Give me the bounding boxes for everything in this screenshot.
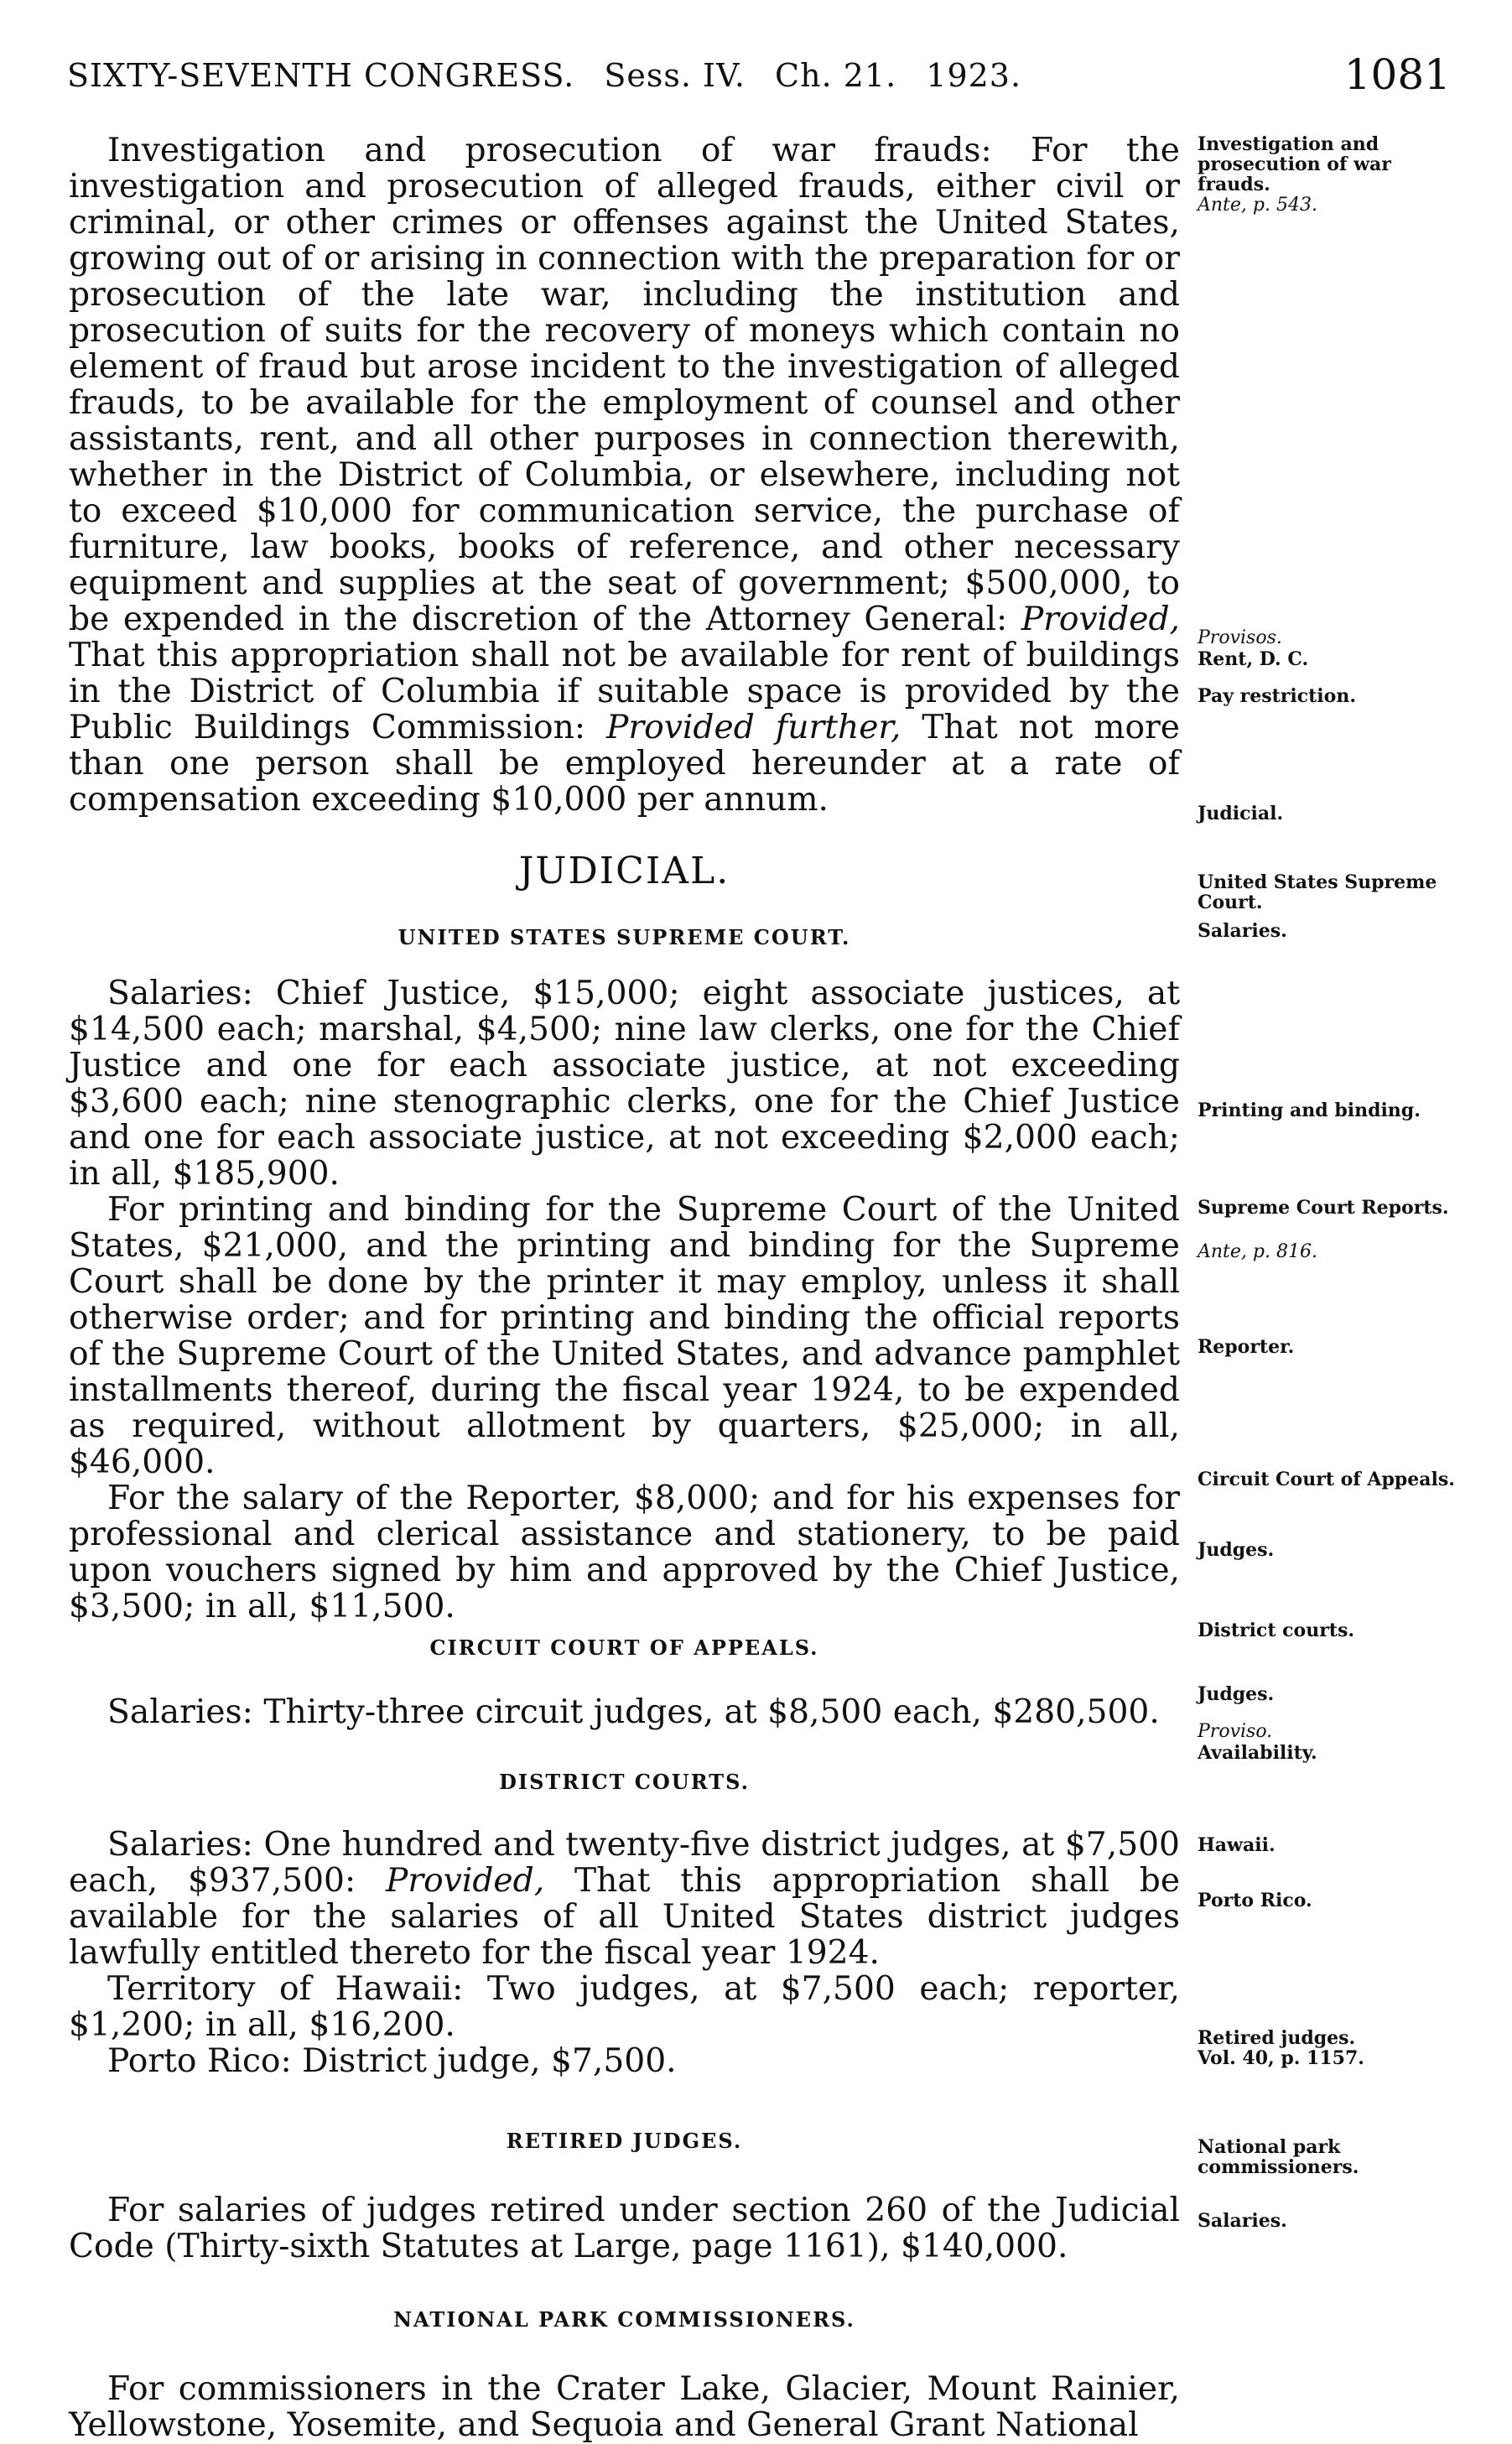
note-judges: Judges. (1198, 1683, 1275, 1705)
provided-further-term: Provided further, (606, 709, 901, 746)
note-supreme-court-reports: Supreme Court Reports. (1198, 1197, 1449, 1219)
circuit-salaries: Salaries: Thirty-three circuit judges, at $8,500 each, $280,500. (107, 1693, 1160, 1731)
note-vol40: Vol. 40, p. 1157. (1198, 2047, 1364, 2069)
note-ante-816: Ante, p. 816. (1198, 1241, 1317, 1262)
congress-label: SIXTY-SEVENTH CONGRESS. (67, 57, 575, 94)
note-porto-rico: Porto Rico. (1198, 1890, 1312, 1911)
note-rent-dc: Rent, D. C. (1198, 648, 1309, 670)
retired-judges-paragraph: For salaries of judges retired under section 260 of the Judicial Code (Thirty-sixth Statutes at Large, page 1161), $140,000. (69, 2192, 1180, 2265)
note-judges: Judges. (1198, 1539, 1275, 1561)
supreme-court-heading: UNITED STATES SUPREME COURT. (397, 925, 851, 949)
war-frauds-body: For the investigation and prosecution of alleged frauds, either civil or criminal, or other crimes or offenses against the United States, growing out of or arising in connection with the preparation for or prosecution of the late war, including the institution and prosecution of suits for the recovery of moneys which contain no element of fraud but arose incident to the investigation of alleged frauds, to be available for the employment of counsel and other assistants, rent, and all other purposes in connection therewith, whether in the District of Columbia, or elsewhere, including not to exceed $10,000 for communication service, the purchase of furniture, law books, books of reference, and other necessary equipment and supplies at the seat of government; $500,000, to be expended in the discretion of the Attorney General: (69, 132, 1180, 638)
district-salaries-text-2: That this appropriation shall be available for the salaries of all United States district judges lawfully entitled thereto for the fiscal year 1924. (69, 1862, 1181, 1972)
district-salaries (69, 1827, 1180, 1971)
provided-term: Provided, (1021, 601, 1180, 638)
running-head (67, 50, 1451, 116)
retired-judges-heading: RETIRED JUDGES. (506, 2129, 743, 2153)
provided-term: Provided, (385, 1862, 545, 1900)
circuit-court-heading: CIRCUIT COURT OF APPEALS. (429, 1635, 819, 1660)
note-proviso: Proviso. (1198, 1721, 1273, 1742)
note-pay-restriction: Pay restriction. (1198, 685, 1356, 707)
note-us-supreme-court: United States Supreme Court. (1198, 871, 1437, 913)
note-provisos: Provisos. (1198, 627, 1282, 648)
supreme-court-printing: For printing and binding for the Supreme Court of the United States, $21,000, and the printing and binding for the Supreme Court shall be done by the printer it may employ, unless it shall otherwise order; and for printing and binding the official reports of the Supreme Court of the United States, and advance pamphlet installments thereof, during the fiscal year 1924, to be expended as required, without allotment by quarters, $25,000; in all, $46,000. (69, 1191, 1180, 1481)
porto-rico-paragraph: Porto Rico: District judge, $7,500. (107, 2042, 677, 2080)
district-salaries-text: Salaries: One hundred and twenty-five district judges, at $7,500 each, $937,500: (69, 1826, 1180, 1900)
note-ante-543: Ante, p. 543. (1198, 195, 1317, 216)
session-label: Sess. IV. (604, 57, 746, 94)
district-courts-heading: DISTRICT COURTS. (499, 1770, 750, 1794)
supreme-court-salaries: Salaries: Chief Justice, $15,000; eight associate justices, at $14,500 each; marshal, $4,500; nine law clerks, one for the Chief Justice and one for each associate justice, at not exceeding $3,600 each; nine stenographic clerks, one for the Chief Justice and one for each associate justice, at not exceeding $2,000 each; in all, $185,900. (69, 975, 1180, 1193)
note-printing-binding: Printing and binding. (1198, 1100, 1421, 1121)
main-text-column (69, 133, 1180, 2443)
chapter-label: Ch. 21. (775, 57, 897, 94)
note-circuit-court: Circuit Court of Appeals. (1198, 1469, 1455, 1490)
note-availability: Availability. (1198, 1742, 1317, 1764)
war-frauds-lead: Investigation and prosecution of war frauds: (107, 132, 992, 169)
note-hawaii: Hawaii. (1198, 1834, 1276, 1856)
war-frauds-paragraph (69, 133, 1180, 818)
supreme-court-reporter: For the salary of the Reporter, $8,000; and for his expenses for professional and clerical assistance and stationery, to be paid upon vouchers signed by him and approved by the Chief Justice, $3,500; in all, $11,500. (69, 1479, 1180, 1625)
note-war-frauds: Investigation and prosecution of war frauds. (1198, 133, 1391, 195)
note-reporter: Reporter. (1198, 1336, 1295, 1358)
note-retired-judges: Retired judges. (1198, 2027, 1356, 2049)
year-label: 1923. (926, 57, 1022, 94)
hawaii-paragraph: Territory of Hawaii: Two judges, at $7,500 each; reporter, $1,200; in all, $16,200. (69, 1970, 1180, 2044)
note-district-courts: District courts. (1198, 1620, 1355, 1641)
note-salaries: Salaries. (1198, 920, 1287, 942)
war-frauds-body-3: That not more than one person shall be employed hereunder at a rate of compensation exceeding $10,000 per annum. (69, 709, 1180, 819)
war-frauds-body-2: That this appropriation shall not be available for rent of buildings in the District of Columbia if suitable space is provided by the Public Buildings Commission: (69, 637, 1180, 746)
park-commissioners-paragraph: For commissioners in the Crater Lake, Glacier, Mount Rainier, Yellowstone, Yosemite, and Sequoia and General Grant National (69, 2370, 1180, 2444)
page-number: 1081 (1343, 50, 1451, 99)
note-judicial: Judicial. (1198, 803, 1284, 824)
judicial-heading: JUDICIAL. (518, 850, 730, 892)
park-commissioners-heading: NATIONAL PARK COMMISSIONERS. (393, 2307, 855, 2332)
note-park-commissioners: National park commissioners. (1198, 2136, 1359, 2178)
running-head-title (67, 57, 1040, 94)
note-salaries: Salaries. (1198, 2210, 1287, 2232)
